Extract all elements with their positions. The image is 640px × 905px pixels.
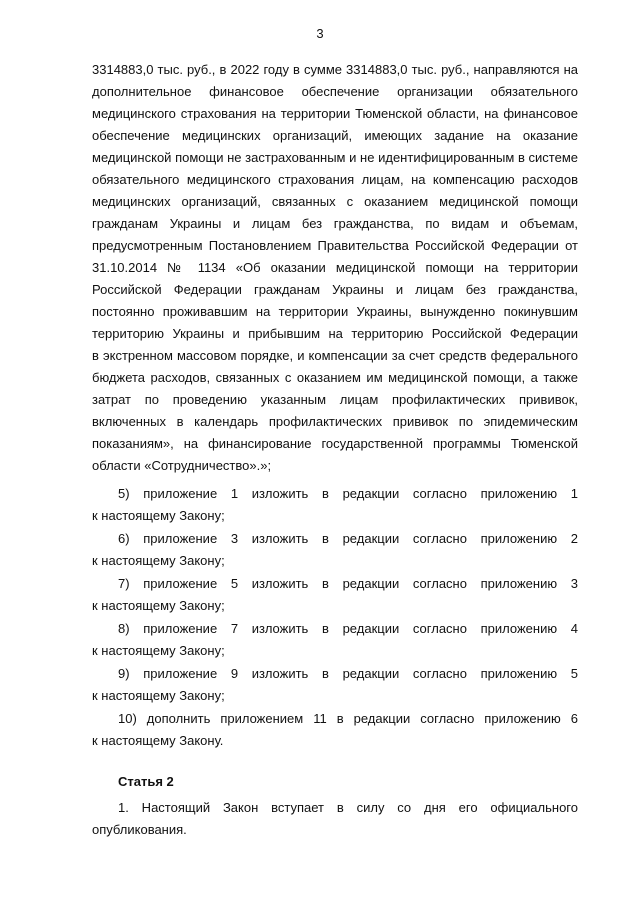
text-line: 3314883,0 тыс. руб., в 2022 году в сумме 3314883,0 тыс. руб., направляются на xyxy=(92,62,578,77)
article-text-line: 1. Настоящий Закон вступает в силу со дня его официального xyxy=(118,800,578,815)
list-item: 7) приложение 5 изложить в редакции согласно приложению 3 xyxy=(118,576,578,591)
text-line: обязательного медицинского страхования лицам, на компенсацию расходов xyxy=(92,172,578,187)
text-line: затрат по проведению указанным лицам профилактических прививок, xyxy=(92,392,578,407)
article-heading: Статья 2 xyxy=(118,774,174,789)
text-line: показаниям», на финансирование государственной программы Тюменской xyxy=(92,436,578,451)
text-line: медицинского страхования на территории Тюменской области, на финансовое xyxy=(92,106,578,121)
text-line: Российской Федерации гражданам Украины и лицам без гражданства, xyxy=(92,282,578,297)
text-line: области «Сотрудничество».»; xyxy=(92,458,272,473)
text-line: постоянно проживавшим на территории Украины, вынужденно покинувшим xyxy=(92,304,578,319)
list-item-continuation: к настоящему Закону; xyxy=(92,598,225,613)
list-item: 9) приложение 9 изложить в редакции согласно приложению 5 xyxy=(118,666,578,681)
list-item: 10) дополнить приложением 11 в редакции согласно приложению 6 xyxy=(118,711,578,726)
list-item: 6) приложение 3 изложить в редакции согласно приложению 2 xyxy=(118,531,578,546)
text-line: медицинских организаций, связанных с оказанием медицинской помощи xyxy=(92,194,578,209)
text-line: территорию Украины и прибывшим на территорию Российской Федерации xyxy=(92,326,578,341)
list-item-continuation: к настоящему Закону; xyxy=(92,688,225,703)
text-line: медицинской помощи не застрахованным и не идентифицированным в системе xyxy=(92,150,578,165)
text-line: гражданам Украины и лицам без гражданства, по видам и объемам, xyxy=(92,216,578,231)
text-line: обеспечение медицинских организаций, имеющих задание на оказание xyxy=(92,128,578,143)
text-line: 31.10.2014 № 1134 «Об оказании медицинской помощи на территории xyxy=(92,260,578,275)
text-line: предусмотренным Постановлением Правительства Российской Федерации от xyxy=(92,238,578,253)
list-item-continuation: к настоящему Закону; xyxy=(92,553,225,568)
list-item-continuation: к настоящему Закону; xyxy=(92,643,225,658)
list-item: 8) приложение 7 изложить в редакции согласно приложению 4 xyxy=(118,621,578,636)
list-item-continuation: к настоящему Закону. xyxy=(92,733,224,748)
text-line: включенных в календарь профилактических прививок по эпидемическим xyxy=(92,414,578,429)
list-item: 5) приложение 1 изложить в редакции согласно приложению 1 xyxy=(118,486,578,501)
list-item-continuation: к настоящему Закону; xyxy=(92,508,225,523)
text-line: бюджета расходов, связанных с оказанием им медицинской помощи, а также xyxy=(92,370,578,385)
article-text-line: опубликования. xyxy=(92,822,187,837)
page-number: 3 xyxy=(316,26,324,41)
text-line: в экстренном массовом порядке, и компенсации за счет средств федерального xyxy=(92,348,578,363)
text-line: дополнительное финансовое обеспечение организации обязательного xyxy=(92,84,578,99)
